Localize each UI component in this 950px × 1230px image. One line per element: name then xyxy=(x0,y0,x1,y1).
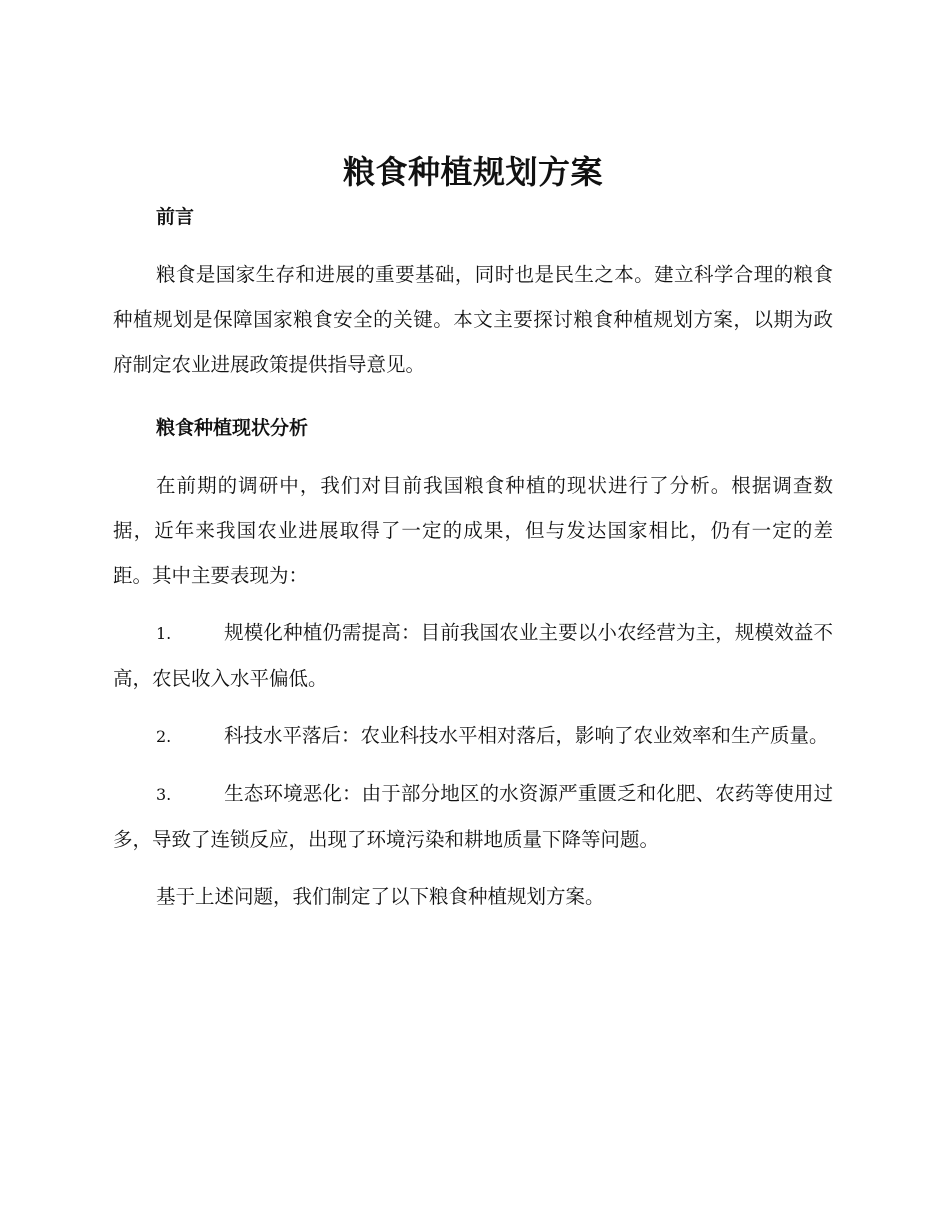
list-item-text: 科技水平落后：农业科技水平相对落后，影响了农业效率和生产质量。 xyxy=(224,724,829,747)
list-item-text: 生态环境恶化：由于部分地区的水资源严重匮乏和化肥、农药等使用过多，导致了连锁反应，出现了环境污染和耕地质量下降等问题。 xyxy=(113,782,833,851)
section-heading-status-analysis: 粮食种植现状分析 xyxy=(156,417,309,439)
closing-paragraph: 基于上述问题，我们制定了以下粮食种植规划方案。 xyxy=(156,885,605,908)
issue-list xyxy=(113,610,833,862)
document-body xyxy=(113,150,833,919)
preface-paragraph: 粮食是国家生存和进展的重要基础，同时也是民生之本。建立科学合理的粮食种植规划是保障国家粮食安全的关键。本文主要探讨粮食种植规划方案，以期为政府制定农业进展政策提供指导意见。 xyxy=(113,263,833,376)
section-heading-preface: 前言 xyxy=(156,206,195,228)
list-item xyxy=(113,771,833,862)
list-item-text: 规模化种植仍需提高：目前我国农业主要以小农经营为主，规模效益不高，农民收入水平偏低。 xyxy=(113,621,833,690)
list-item-number: 3. xyxy=(156,785,172,804)
document-title: 粮食种植规划方案 xyxy=(342,153,603,191)
list-item xyxy=(113,610,833,701)
list-item-number: 1. xyxy=(156,624,172,643)
list-item-number: 2. xyxy=(156,727,172,746)
status-analysis-paragraph: 在前期的调研中，我们对目前我国粮食种植的现状进行了分析。根据调查数据，近年来我国农业进展取得了一定的成果，但与发达国家相比，仍有一定的差距。其中主要表现为： xyxy=(113,474,833,587)
list-item xyxy=(113,713,833,759)
